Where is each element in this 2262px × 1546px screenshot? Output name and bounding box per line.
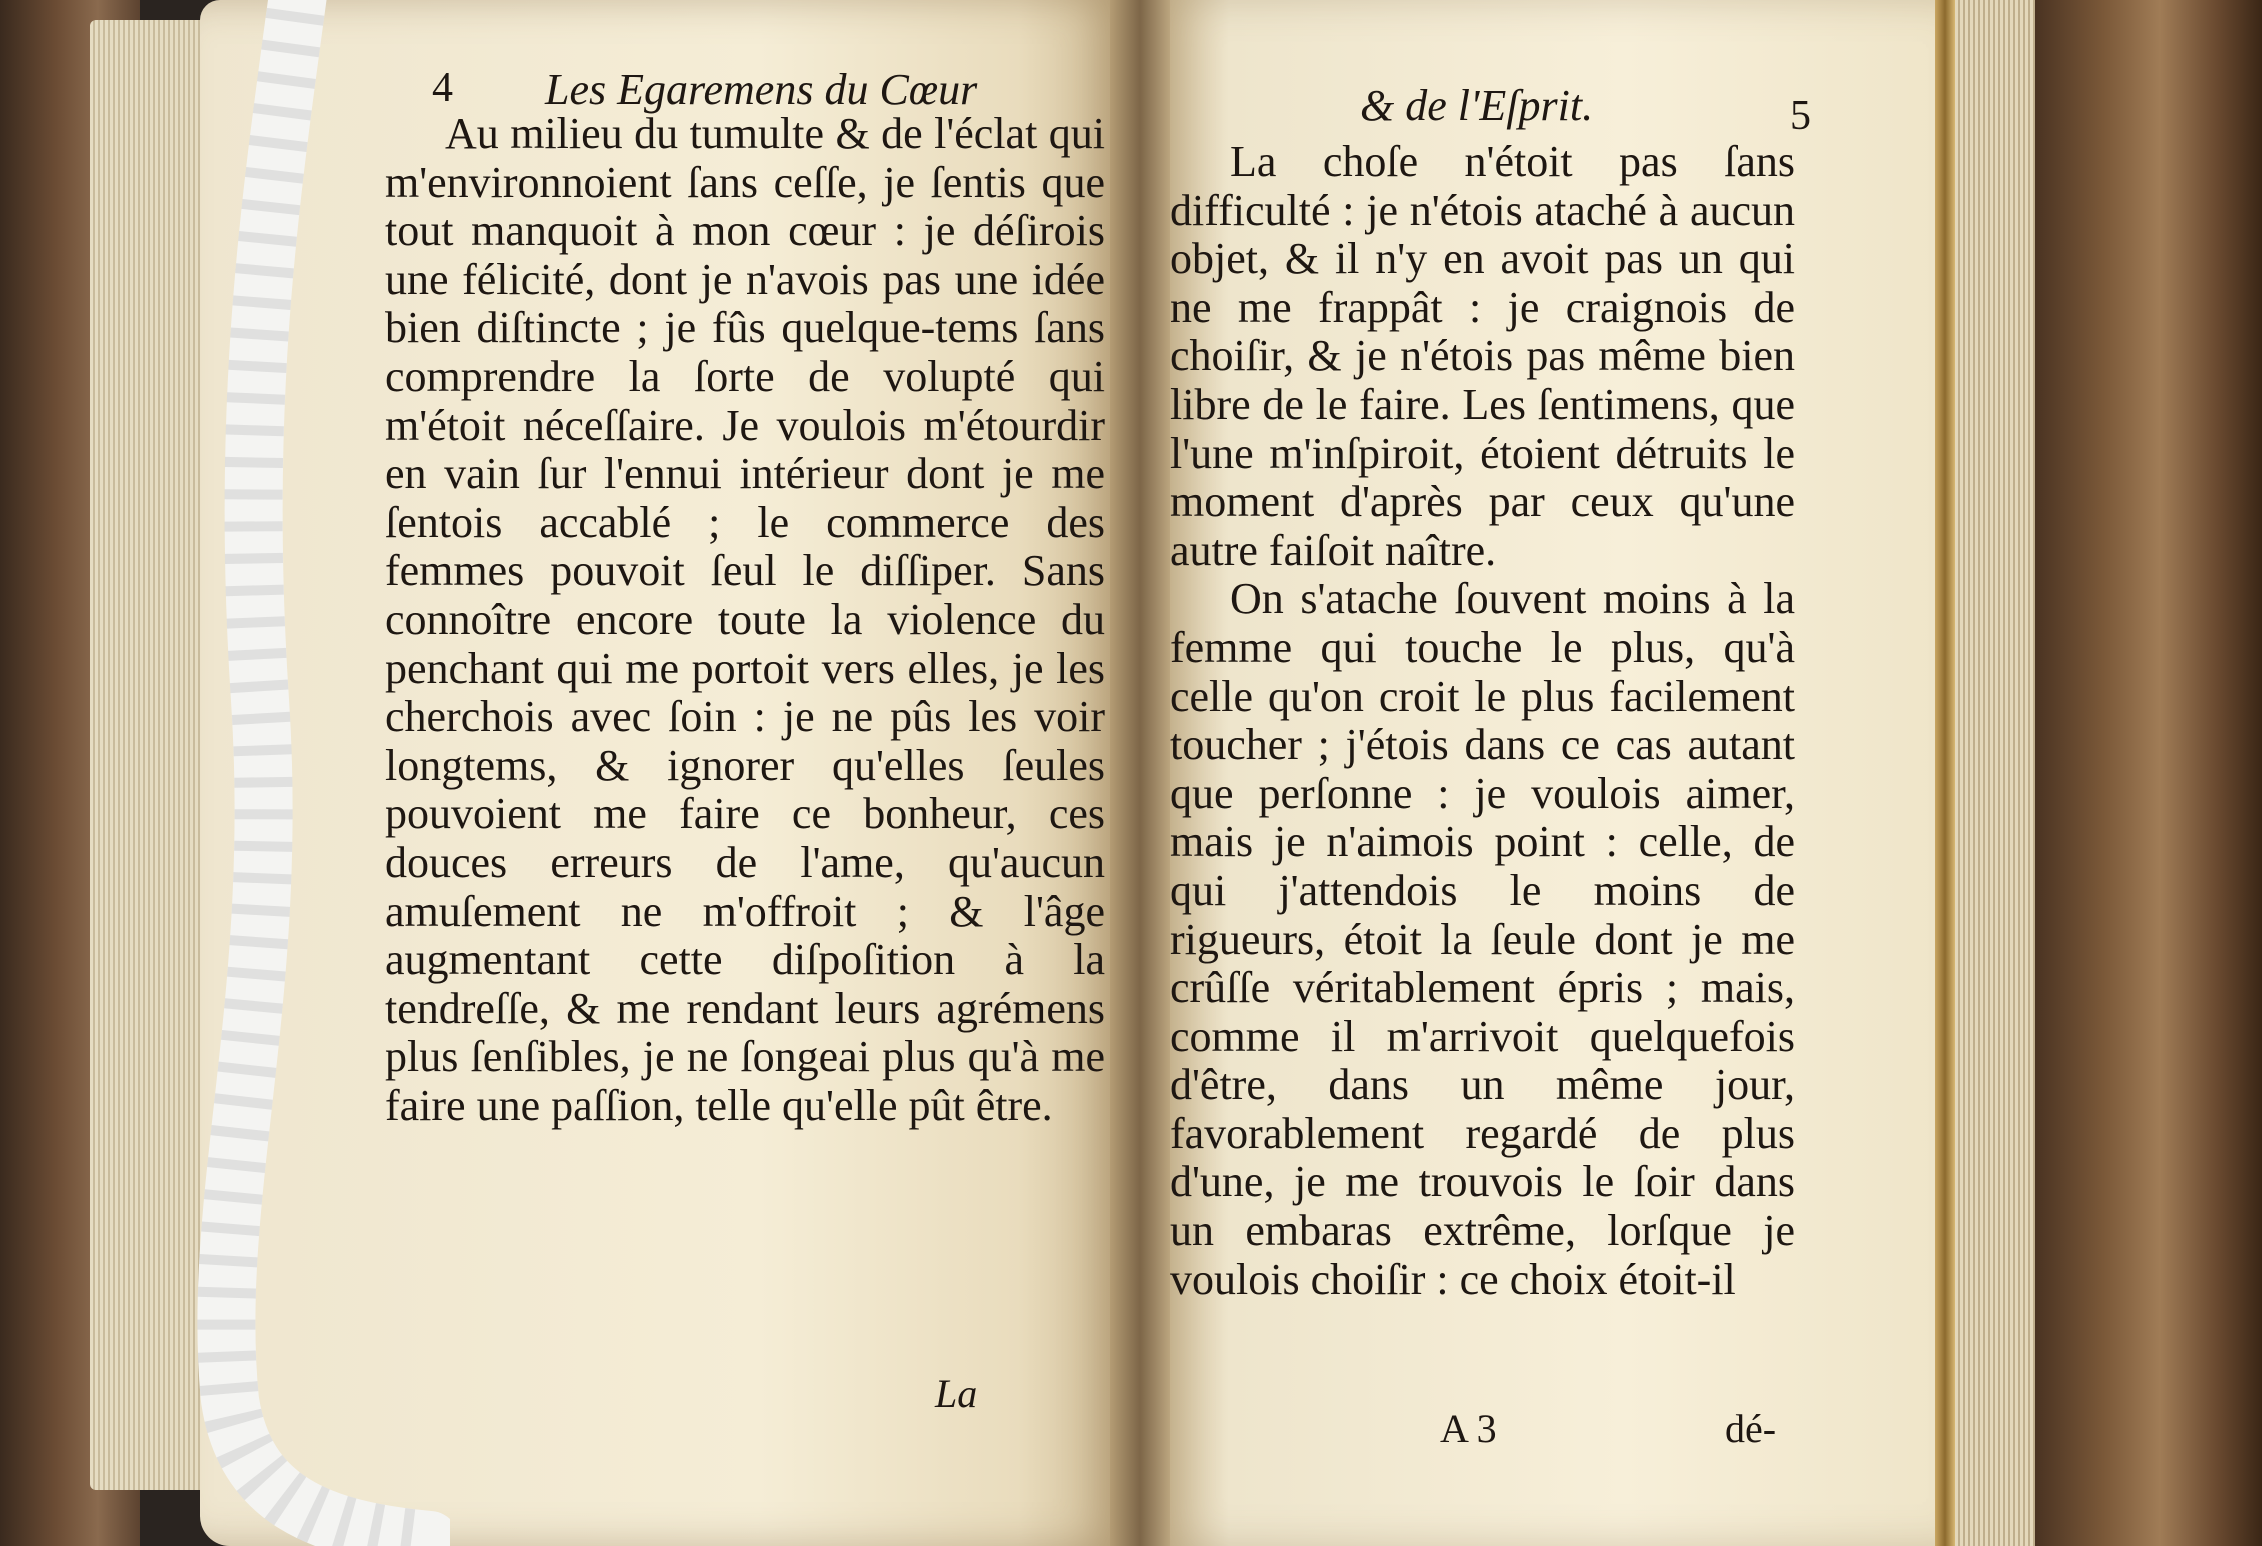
left-page-number: 4 [432, 65, 453, 111]
right-running-head: & de l'Eſprit. [1360, 81, 1594, 130]
signature-mark: A 3 [1440, 1406, 1497, 1451]
page-edges-right [1955, 0, 2035, 1546]
right-paragraph-2: On s'atache ſouvent moins à la femme qui touche le plus, qu'à celle qu'on croit le plus facilement toucher ; j'étois dans ce cas autant que perſonne : je voulois aimer, mais je n'aimois point : celle, de qui j'attendois le moins de rigueurs, étoit la ſeule dont je me crûſſe véritablement épris ; mais, comme il m'arrivoit quelquefois d'être, dans un même jour, favorablement regardé de plus d'une, je me trouvois le ſoir dans un embaras extrême, lorſque je voulois choiſir : ce choix étoit-il [1170, 574, 1795, 1304]
right-page-text [1170, 138, 1795, 1304]
right-page-number: 5 [1790, 93, 1811, 139]
left-paragraph-1: Au milieu du tumulte & de l'éclat qui m'environnoient ſans ceſſe, je ſentis que tout manquoit à mon cœur : je déſirois une félicité, dont je n'avois pas une idée bien diſtincte ; je fûs quelque-tems ſans comprendre la ſorte de volupté qui m'étoit néceſſaire. Je voulois m'étourdir en vain ſur l'ennui intérieur dont je me ſentois accablé ; le commerce des femmes pouvoit ſeul le diſſiper. Sans connoître encore toute la violence du penchant qui me portoit vers elles, je les cherchois avec ſoin : je ne pûs les voir longtems, & ignorer qu'elles ſeules pouvoient me faire ce bonheur, ces douces erreurs de l'ame, qu'aucun amuſement ne m'offroit ; & l'âge augmentant cette diſpoſition à la tendreſſe, & me rendant leurs agrémens plus ſenſibles, je ne ſongeai plus qu'à me faire une paſſion, telle qu'elle pût être. [385, 109, 1105, 1130]
right-paragraph-1: La choſe n'étoit pas ſans difficulté : je n'étois ataché à aucun objet, & il n'y en avoit pas un qui ne me frappât : je craignois de choiſir, & je n'étois pas même bien libre de le faire. Les ſentimens, que l'une m'inſpiroit, étoient détruits le moment d'après par ceux qu'une autre faiſoit naître. [1170, 137, 1795, 575]
right-catchword: dé- [1725, 1406, 1777, 1451]
left-page-text [385, 110, 1105, 1130]
book-gutter [1110, 0, 1170, 1546]
book-cover-right [2035, 0, 2262, 1546]
gilt-edge [1935, 0, 1955, 1546]
left-running-head: Les Egaremens du Cœur [545, 65, 978, 114]
left-catchword: La [935, 1371, 978, 1416]
